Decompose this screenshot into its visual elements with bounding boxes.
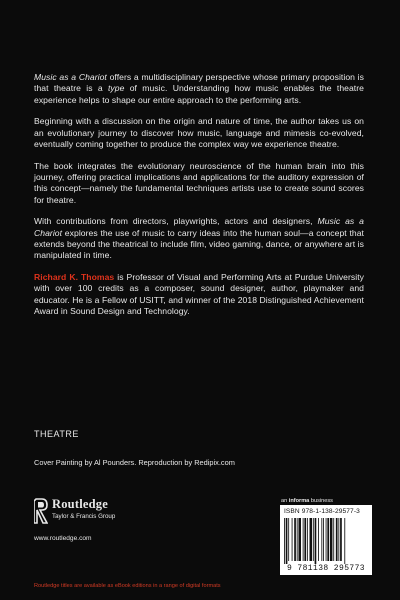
informa-suffix: business [309,498,333,504]
barcode-bar [310,518,313,561]
isbn-label: ISBN 978-1-138-29577-3 [284,508,360,515]
blurb-text: With contributions from directors, playwrights, actors and designers, [34,216,318,227]
routledge-r-mark-icon [34,498,48,524]
informa-prefix: an [281,498,289,504]
barcode-bar [338,518,339,561]
barcode-bar [298,518,301,561]
isbn-barcode [280,505,372,575]
publisher-subline: Taylor & Francis Group [52,513,116,520]
author-bio [34,272,364,317]
barcode-bar [344,518,345,564]
barcode-bar [288,518,289,561]
barcode-bar [297,518,298,561]
ebook-availability-note: Routledge titles are available as eBook editions in a range of digital formats [34,583,221,589]
barcode-bar [304,518,306,561]
barcode-bar [307,518,308,561]
barcode-bar [286,518,288,564]
barcode-bar [318,518,319,561]
blurb-text: of music. Understanding how music enables the theatre experience helps to shape our entire approach to the performing arts. [34,83,364,105]
back-cover-blurb [34,72,364,328]
type-emphasis: type [107,83,125,94]
blurb-paragraph-4 [34,216,364,261]
informa-business-line [281,498,333,504]
blurb-text: offers a multidisciplinary perspective whose primary proposition is that theatre is a [34,72,364,94]
informa-brand: informa [288,498,310,504]
publisher-logo [34,497,214,527]
barcode-bar [333,518,334,561]
subject-category: THEATRE [34,429,79,439]
barcode-bar [326,518,327,561]
barcode-bars [283,518,369,564]
barcode-bar [323,518,324,561]
cover-credit: Cover Painting by Al Pounders. Reproduction by Redipix.com [34,458,235,467]
book-title-italic: Music as a Chariot [34,216,364,238]
barcode-number: 9 781138 295773 [286,564,365,573]
barcode-bar [327,518,329,561]
blurb-paragraph-3: The book integrates the evolutionary neuroscience of the human brain into this journey, offering practical implications and applications for the auditory expression of this concept—namely the fundamental techniques artists use to create sound scores for theatre. [34,160,364,205]
barcode-bar [330,518,333,561]
barcode-bar [284,518,285,564]
barcode-bar [321,518,322,561]
barcode-bar [340,518,342,561]
barcode-bar [303,518,304,561]
barcode-bar [294,518,296,561]
publisher-website: www.routledge.com [34,535,92,542]
barcode-bar [315,518,317,564]
blurb-paragraph-1 [34,72,364,106]
author-bio-text: is Professor of Visual and Performing Arts at Purdue University with over 100 credits as a composer, sound designer, author, playmaker and educator. He is a Fellow of USITT, and winner of the 2018 Distinguished Achievement Award in Sound Design and Technology. [34,272,364,317]
book-title-italic: Music as a Chariot [34,72,107,82]
barcode-bar [313,518,314,561]
barcode-bar [292,518,293,561]
barcode-bar [336,518,338,561]
author-name: Richard K. Thomas [34,272,115,283]
blurb-text: explores the use of music to carry ideas into the human soul—a concept that extends beyond the theatrical to include film, video gaming, dance, or anywhere art is manipulated in time. [34,227,364,261]
publisher-name: Routledge [52,497,108,511]
blurb-paragraph-2: Beginning with a discussion on the origin and nature of time, the author takes us on an evolutionary journey to discover how music, language and mimesis co-evolved, eventually coming together to produce the complex way we experience theatre. [34,116,364,149]
